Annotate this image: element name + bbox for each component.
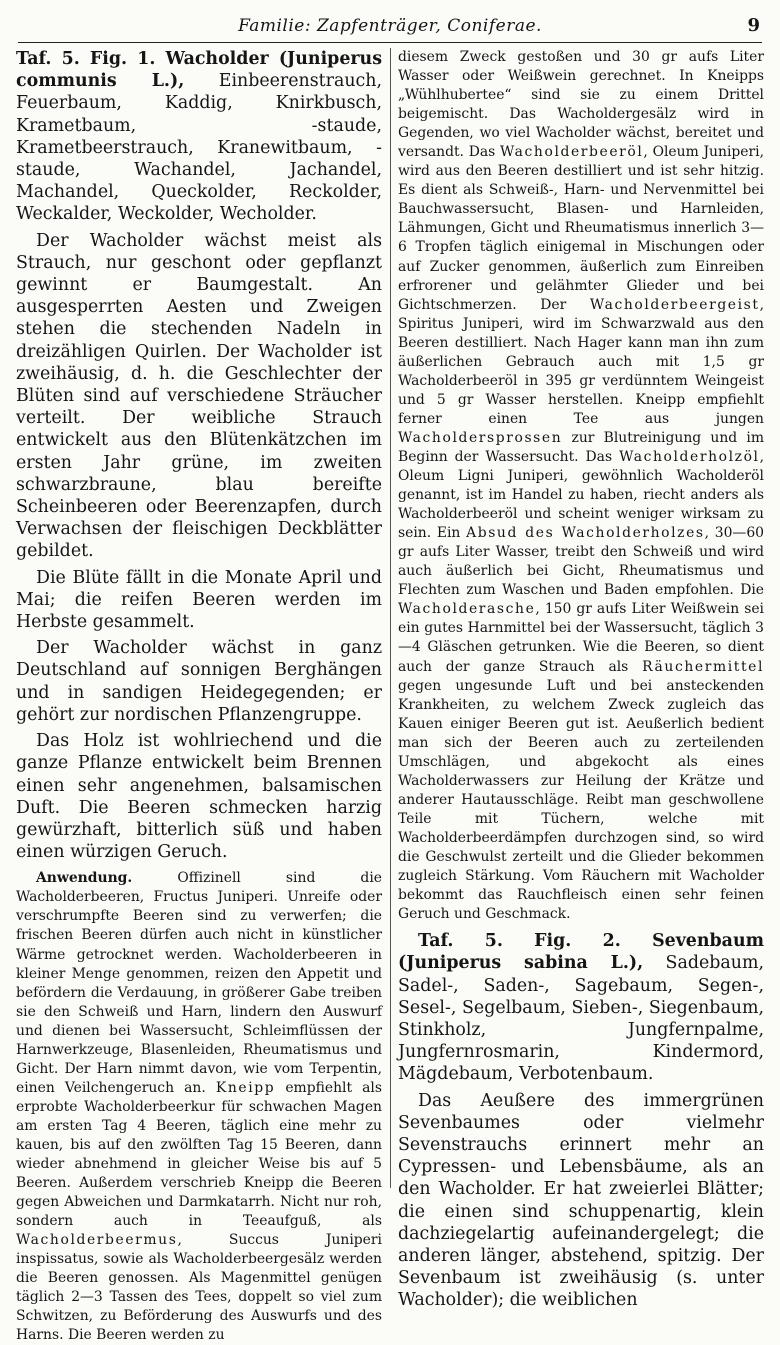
column-divider bbox=[390, 48, 391, 1188]
usage-paragraph: Anwendung. Offizinell sind die Wacholderbeeren, Fructus Juniperi. Unreife oder verschrumpfte Beeren sind zu verwerfen; die frischen Beeren dürfen auch nicht in künstlicher Wärme getrocknet werden. Wacholderbeeren in kleiner Menge genommen, reizen den Appetit und befördern die Verdauung, in größerer Gabe treiben sie den Schweiß und Harn, lindern den Auswurf und dienen bei Wassersucht, Schleimflüssen der Harnwerkzeuge, Blasenleiden, Rheumatismus und Gicht. Der Harn nimmt davon, wie vom Terpentin, einen Veilchengeruch an. Kneipp empfiehlt als erprobte Wacholderbeerkur für schwachen Magen am ersten Tag 4 Beeren, täglich eine mehr zu kauen, bis auf den zwölften Tag 15 Beeren, dann wieder abnehmend in gleicher Weise bis auf 5 Beeren. Außerdem verschrieb Kneipp die Beeren gegen Abweichen und Darmkatarrh. Nicht nur roh, sondern auch in Teeaufguß, als Wacholderbeermus, Succus Juniperi inspissatus, sowie als Wacholderbeergesälz werden die Beeren genossen. Als Magenmittel genügen täglich 2—3 Tassen des Tees, doppelt so viel zum Schwitzen, zu Beförderung des Auswurfs und des Harns. Die Beeren werden zu bbox=[16, 870, 382, 1344]
kneipp-term: Kneipp bbox=[215, 1079, 276, 1096]
entry-heading-paragraph bbox=[16, 48, 382, 226]
term-wacholderbeermus: Wacholderbeermus bbox=[16, 1232, 178, 1249]
entry-heading: Taf. 5. Fig. 1. Wacholder (Juniperus communis L.), bbox=[16, 49, 382, 92]
synonyms: Sadebaum, Sadel-, Saden-, Sagebaum, Segen-, Sesel-, Segelbaum, Sieben-, Siegenbaum, Stinkholz, Jungfernpalme, Jungfernrosmarin, Kindermord, Mägdebaum, Verbotenbaum. bbox=[398, 953, 764, 1085]
usage-continued-paragraph: diesem Zweck gestoßen und 30 gr aufs Liter Wasser oder Weißwein gerechnet. In Kneipps „Wühlhubertee“ sind sie zu einem Drittel beigemischt. Das Wacholdergesälz wird in Gegenden, wo viel Wacholder wächst, bereitet und versandt. Das Wacholderbeeröl, Oleum Juniperi, wird aus den Beeren destilliert und ist sehr hitzig. Es dient als Schweiß-, Harn- und Nervenmittel bei Bauchwassersucht, Blasen- und Harnleiden, Lähmungen, Gicht und Rheumatismus innerlich 3—6 Tropfen täglich einigemal in Mischungen oder auf Zucker genommen, äußerlich zum Einreiben erfrorener und gelähmter Glieder und bei Gichtschmerzen. Der Wacholderbeergeist, Spiritus Juniperi, wird im Schwarzwald aus den Beeren destilliert. Nach Hager kann man ihn zum äußerlichen Gebrauch auch mit 1,5 gr Wacholderbeeröl in 395 gr verdünntem Weingeist und 5 gr Wasser herstellen. Kneipp empfiehlt ferner einen Tee aus jungen Wacholdersprossen zur Blutreinigung und im Beginn der Wassersucht. Das Wacholderholzöl, Oleum Ligni Juniperi, gewöhnlich Wacholderöl genannt, ist im Handel zu haben, riecht anders als Wacholderbeeröl und scheint weniger wirksam zu sein. Ein Absud des Wacholderholzes, 30—60 gr aufs Liter Wasser, treibt den Schweiß und wird auch äußerlich bei Gicht, Rheumatismus und Flechten zum Waschen und Baden empfohlen. Die Wacholderasche, 150 gr aufs Liter Weißwein sei ein gutes Harnmittel bei der Wassersucht, täglich 3—4 Gläschen getrunken. Wie die Beeren, so dient auch der ganze Strauch als Räuchermittel gegen ungesunde Luft und bei ansteckenden Krankheiten, zu welchem Zweck zugleich das Kauen einiger Beeren gut ist. Aeußerlich bedient man sich der Beeren auch zu zerteilenden Umschlägen, und abgekocht als eines Wacholderwassers zur Heilung der Krätze und anderer Hautausschläge. Reibt man geschwollene Teile mit Tüchern, welche mit Wacholderbeerdämpfen durchzogen sind, so wird die Geschwulst zerteilt und die Glieder bekommen zugleich Stärkung. Vom Räuchern mit Wacholder bekommt das Rauchfleisch einen sehr feinen Geruch und Geschmack. bbox=[398, 49, 765, 923]
term-wacholderbeergeist: Wacholderbeergeist bbox=[589, 296, 760, 313]
usage-continued bbox=[398, 48, 764, 924]
usage-heading: Anwendung. bbox=[36, 870, 133, 887]
usage-section bbox=[16, 869, 382, 1345]
synonyms: Einbeerenstrauch, Feuerbaum, Kaddig, Knirkbusch, Krametbaum, -staude, Krametbeerstrauch, Kranewitbaum, -staude, Wachandel, Jachandel, Machandel, Queckolder, Reckolder, Weckalder, Weckolder, Wecholder. bbox=[16, 71, 382, 225]
entry-wacholder bbox=[16, 48, 382, 863]
term-wacholderasche: Wacholderasche bbox=[398, 601, 536, 618]
entry-heading: Taf. 5. Fig. 2. Sevenbaum (Juniperus sabina L.), bbox=[398, 931, 764, 974]
term-wacholdersprossen: Wacholdersprossen bbox=[398, 429, 563, 446]
scent-paragraph: Das Holz ist wohlriechend und die ganze Pflanze entwickelt beim Brennen einen sehr angenehmen, balsamischen Duft. Die Beeren schmecken harzig gewürzhaft, bitterlich süß und haben einen würzigen Geruch. bbox=[16, 731, 382, 863]
page-number: 9 bbox=[747, 15, 760, 36]
habitat-paragraph: Der Wacholder wächst in ganz Deutschland auf sonnigen Berghängen und in sandigen Heidegegenden; er gehört zur nordischen Pflanzengruppe. bbox=[16, 638, 382, 725]
term-wacholderholzoel: Wacholderholzöl bbox=[619, 448, 760, 465]
entry-sevenbaum bbox=[398, 930, 764, 1311]
entry-heading-paragraph bbox=[398, 930, 764, 1085]
term-wacholderbeeroel: Wacholderbeeröl bbox=[500, 144, 644, 161]
description-paragraph: Der Wacholder wächst meist als Strauch, nur geschont oder gepflanzt gewinnt er Baumgestalt. An ausgesperrten Aesten und Zweigen stehen die stechenden Nadeln in dreizähligen Quirlen. Der Wacholder ist zweihäusig, d. h. die Geschlechter der Blüten sind auf verschiedene Sträucher verteilt. Der weibliche Strauch entwickelt aus den Blütenkätzchen im ersten Jahr grüne, im zweiten schwarzbraune, blau bereifte Scheinbeeren oder Beerenzapfen, durch Verwachsen der fleischigen Deckblätter gebildet. bbox=[16, 230, 382, 562]
flowering-paragraph: Die Blüte fällt in die Monate April und Mai; die reifen Beeren werden im Herbste gesammelt. bbox=[16, 567, 382, 633]
running-title: Familie: Zapfenträger, Coniferae. bbox=[238, 16, 542, 36]
left-column bbox=[16, 48, 382, 1345]
term-absud: Absud des Wacholderholzes bbox=[466, 525, 705, 542]
description-paragraph: Das Aeußere des immergrünen Sevenbaumes oder vielmehr Sevenstrauchs erinnert mehr an Cypressen- und Lebensbäume, als an den Wacholder. Er hat zweierlei Blätter; die einen sind schuppenartig, klein dachziegelartig aufeinandergelegt; die anderen länger, abstehend, spitzig. Der Sevenbaum ist zweihäusig (s. unter Wacholder); die weiblichen bbox=[398, 1090, 764, 1311]
right-column bbox=[398, 48, 764, 1312]
page-header bbox=[18, 12, 762, 43]
term-raeuchermittel: Räuchermittel bbox=[642, 658, 764, 675]
